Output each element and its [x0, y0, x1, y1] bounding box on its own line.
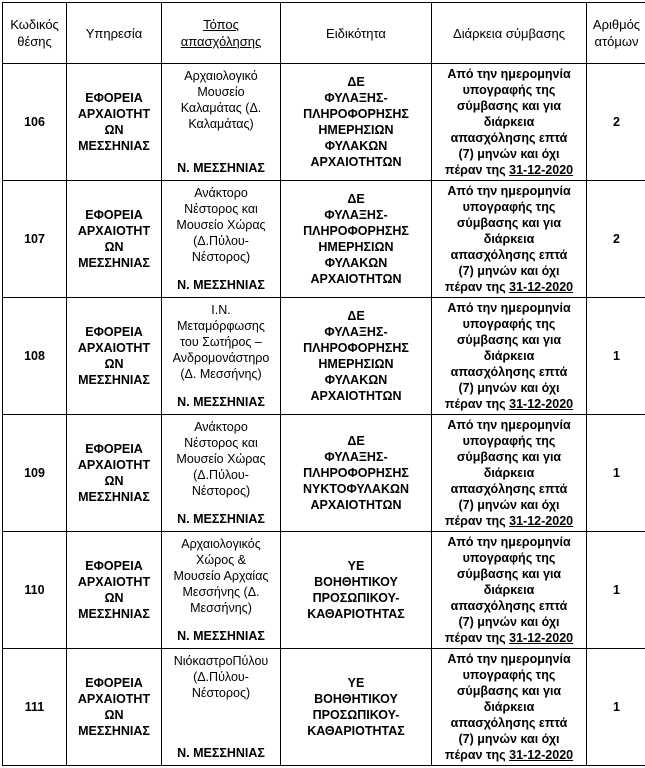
- place-line: Μεσσήνης): [190, 601, 252, 615]
- service-line: ΩΝ: [104, 240, 124, 254]
- specialty-line: ΑΡΧΑΙΟΤΗΤΩΝ: [310, 272, 402, 286]
- end-date: 31-12-2020: [509, 280, 574, 294]
- header-duration: Διάρκεια σύμβασης: [432, 3, 587, 64]
- place-line: ΝιόκαστροΠύλου: [173, 654, 269, 668]
- duration-cell: [432, 64, 587, 181]
- duration-line: διάρκεια: [483, 466, 535, 480]
- place-line: Ι.Ν.: [211, 303, 231, 317]
- service-line: ΩΝ: [104, 708, 124, 722]
- specialty-line: ΠΛΗΡΟΦΟΡΗΣΗΣ: [303, 224, 409, 238]
- specialty-line: ΦΥΛΑΞΗΣ-: [324, 325, 388, 339]
- duration-line: απασχόλησης επτά: [450, 716, 568, 730]
- header-specialty: Ειδικότητα: [281, 3, 432, 64]
- table-row: [3, 181, 645, 298]
- position-code: 110: [3, 532, 67, 649]
- service-line: ΜΕΣΣΗΝΙΑΣ: [78, 607, 150, 621]
- place-line: (Δ.Πύλου-: [193, 234, 249, 248]
- persons-count: 1: [587, 532, 645, 649]
- specialty-cell: [281, 64, 432, 181]
- service-line: ΑΡΧΑΙΟΤΗΤ: [77, 341, 151, 355]
- specialty-line: ΦΥΛΑΚΩΝ: [324, 139, 388, 153]
- specialty-line: ΔΕ: [347, 434, 365, 448]
- prefecture-label: Ν. ΜΕΣΣΗΝΙΑΣ: [177, 278, 265, 292]
- specialty-line: ΥΕ: [347, 676, 365, 690]
- position-code: 106: [3, 64, 67, 181]
- duration-cell: [432, 649, 587, 766]
- duration-cell: [432, 298, 587, 415]
- place-line: Αρχαιολογικός: [181, 537, 261, 551]
- place-cell: [162, 415, 281, 532]
- table-row: [3, 64, 645, 181]
- service-cell: [67, 532, 162, 649]
- place-line: Νέστορος και: [184, 436, 258, 450]
- place-line: Μεταμόρφωσης: [177, 319, 265, 333]
- service-line: ΑΡΧΑΙΟΤΗΤ: [77, 107, 151, 121]
- position-code: 111: [3, 649, 67, 766]
- specialty-line: ΥΕ: [347, 559, 365, 573]
- persons-count: 1: [587, 415, 645, 532]
- service-cell: [67, 181, 162, 298]
- duration-line: Από την ημερομηνία: [447, 301, 571, 315]
- place-line: (Δ. Μεσσήνης): [180, 367, 262, 381]
- specialty-line: ΦΥΛΑΚΩΝ: [324, 373, 388, 387]
- place-cell: [162, 181, 281, 298]
- prefecture-label: Ν. ΜΕΣΣΗΝΙΑΣ: [177, 629, 265, 643]
- duration-line: Από την ημερομηνία: [447, 652, 571, 666]
- duration-line: διάρκεια: [483, 349, 535, 363]
- duration-line: σύμβασης και για: [456, 684, 562, 698]
- service-line: ΩΝ: [104, 474, 124, 488]
- duration-line: (7) μηνών και όχι: [458, 498, 560, 512]
- service-cell: [67, 298, 162, 415]
- duration-line: σύμβασης και για: [456, 567, 562, 581]
- specialty-line: ΦΥΛΑΞΗΣ-: [324, 450, 388, 464]
- service-line: ΑΡΧΑΙΟΤΗΤ: [77, 692, 151, 706]
- place-cell: [162, 532, 281, 649]
- persons-count: 2: [587, 181, 645, 298]
- specialty-cell: [281, 181, 432, 298]
- duration-line: υπογραφής της: [462, 317, 556, 331]
- table-row: [3, 298, 645, 415]
- duration-line: υπογραφής της: [462, 83, 556, 97]
- specialty-cell: [281, 649, 432, 766]
- place-line: Μουσείο Χώρας: [176, 452, 266, 466]
- place-line: Νέστορος): [191, 686, 251, 700]
- service-line: ΑΡΧΑΙΟΤΗΤ: [77, 458, 151, 472]
- place-line: Ανδρομονάστηρο: [172, 351, 270, 365]
- specialty-line: ΝΥΚΤΟΦΥΛΑΚΩΝ: [302, 482, 410, 496]
- positions-table: [2, 2, 645, 766]
- service-cell: [67, 415, 162, 532]
- service-line: ΩΝ: [104, 591, 124, 605]
- duration-line: (7) μηνών και όχι: [458, 381, 560, 395]
- service-line: ΑΡΧΑΙΟΤΗΤ: [77, 575, 151, 589]
- duration-cell: [432, 415, 587, 532]
- end-date: 31-12-2020: [509, 397, 574, 411]
- duration-line: διάρκεια: [483, 232, 535, 246]
- service-line: ΜΕΣΣΗΝΙΑΣ: [78, 373, 150, 387]
- place-line: Νέστορος): [191, 484, 251, 498]
- duration-end-line: πέραν της 31-12-2020: [444, 748, 574, 762]
- duration-line: απασχόλησης επτά: [450, 131, 568, 145]
- persons-count: 1: [587, 649, 645, 766]
- duration-line: απασχόλησης επτά: [450, 599, 568, 613]
- service-line: ΩΝ: [104, 123, 124, 137]
- place-line: Καλαμάτας (Δ.: [180, 101, 262, 115]
- place-cell: [162, 298, 281, 415]
- place-line: (Δ.Πύλου-: [193, 468, 249, 482]
- duration-line: σύμβασης και για: [456, 99, 562, 113]
- position-code: 107: [3, 181, 67, 298]
- service-line: ΕΦΟΡΕΙΑ: [85, 208, 143, 222]
- prefecture-label: Ν. ΜΕΣΣΗΝΙΑΣ: [177, 395, 265, 409]
- specialty-line: ΗΜΕΡΗΣΙΩΝ: [318, 240, 394, 254]
- place-line: Καλαμάτας): [188, 117, 254, 131]
- place-line: Χώρος &: [196, 553, 246, 567]
- specialty-line: ΠΡΟΣΩΠΙΚΟΥ-: [312, 591, 400, 605]
- header-code: Κωδικός θέσης: [3, 3, 67, 64]
- specialty-cell: [281, 532, 432, 649]
- specialty-line: ΠΛΗΡΟΦΟΡΗΣΗΣ: [303, 107, 409, 121]
- duration-line: διάρκεια: [483, 583, 535, 597]
- place-line: Νέστορος): [191, 250, 251, 264]
- service-line: ΜΕΣΣΗΝΙΑΣ: [78, 490, 150, 504]
- duration-line: υπογραφής της: [462, 200, 556, 214]
- specialty-line: ΠΡΟΣΩΠΙΚΟΥ-: [312, 708, 400, 722]
- duration-line: (7) μηνών και όχι: [458, 732, 560, 746]
- end-date: 31-12-2020: [509, 631, 574, 645]
- position-code: 109: [3, 415, 67, 532]
- end-date: 31-12-2020: [509, 163, 574, 177]
- prefecture-label: Ν. ΜΕΣΣΗΝΙΑΣ: [177, 161, 265, 175]
- header-place: Τόπος απασχόλησης: [162, 3, 281, 64]
- service-line: ΜΕΣΣΗΝΙΑΣ: [78, 256, 150, 270]
- duration-line: απασχόλησης επτά: [450, 248, 568, 262]
- duration-line: διάρκεια: [483, 115, 535, 129]
- duration-end-line: πέραν της 31-12-2020: [444, 280, 574, 294]
- duration-line: Από την ημερομηνία: [447, 535, 571, 549]
- header-row: [3, 3, 645, 64]
- duration-end-line: πέραν της 31-12-2020: [444, 631, 574, 645]
- specialty-line: ΑΡΧΑΙΟΤΗΤΩΝ: [310, 498, 402, 512]
- specialty-line: ΠΛΗΡΟΦΟΡΗΣΗΣ: [303, 341, 409, 355]
- duration-line: Από την ημερομηνία: [447, 67, 571, 81]
- duration-line: (7) μηνών και όχι: [458, 147, 560, 161]
- specialty-cell: [281, 415, 432, 532]
- service-line: ΕΦΟΡΕΙΑ: [85, 91, 143, 105]
- table-body: [3, 64, 645, 766]
- place-line: Μεσσήνης (Δ.: [182, 585, 260, 599]
- service-line: ΩΝ: [104, 357, 124, 371]
- duration-line: (7) μηνών και όχι: [458, 615, 560, 629]
- service-line: ΜΕΣΣΗΝΙΑΣ: [78, 139, 150, 153]
- duration-line: υπογραφής της: [462, 668, 556, 682]
- service-line: ΕΦΟΡΕΙΑ: [85, 325, 143, 339]
- persons-count: 2: [587, 64, 645, 181]
- prefecture-label: Ν. ΜΕΣΣΗΝΙΑΣ: [177, 512, 265, 526]
- duration-line: διάρκεια: [483, 700, 535, 714]
- specialty-line: ΚΑΘΑΡΙΟΤΗΤΑΣ: [307, 607, 405, 621]
- specialty-cell: [281, 298, 432, 415]
- specialty-line: ΔΕ: [347, 75, 365, 89]
- place-cell: [162, 64, 281, 181]
- service-line: ΕΦΟΡΕΙΑ: [85, 559, 143, 573]
- place-line: Μουσείο Χώρας: [176, 218, 266, 232]
- header-service: Υπηρεσία: [67, 3, 162, 64]
- specialty-line: ΒΟΗΘΗΤΙΚΟΥ: [314, 575, 398, 589]
- duration-line: σύμβασης και για: [456, 333, 562, 347]
- service-line: ΕΦΟΡΕΙΑ: [85, 442, 143, 456]
- position-code: 108: [3, 298, 67, 415]
- specialty-line: ΑΡΧΑΙΟΤΗΤΩΝ: [310, 155, 402, 169]
- place-line: Αρχαιολογικό: [184, 69, 258, 83]
- specialty-line: ΒΟΗΘΗΤΙΚΟΥ: [314, 692, 398, 706]
- duration-line: υπογραφής της: [462, 434, 556, 448]
- table-row: [3, 415, 645, 532]
- duration-end-line: πέραν της 31-12-2020: [444, 163, 574, 177]
- duration-line: απασχόλησης επτά: [450, 482, 568, 496]
- end-date: 31-12-2020: [509, 514, 574, 528]
- place-line: Μουσείο: [197, 85, 245, 99]
- duration-end-line: πέραν της 31-12-2020: [444, 514, 574, 528]
- table-row: [3, 532, 645, 649]
- specialty-line: ΦΥΛΑΞΗΣ-: [324, 208, 388, 222]
- specialty-line: ΠΛΗΡΟΦΟΡΗΣΗΣ: [303, 466, 409, 480]
- specialty-line: ΦΥΛΑΞΗΣ-: [324, 91, 388, 105]
- place-line: Νέστορος και: [184, 202, 258, 216]
- duration-line: υπογραφής της: [462, 551, 556, 565]
- specialty-line: ΑΡΧΑΙΟΤΗΤΩΝ: [310, 389, 402, 403]
- service-line: ΑΡΧΑΙΟΤΗΤ: [77, 224, 151, 238]
- place-line: Ανάκτορο: [194, 186, 248, 200]
- specialty-line: ΗΜΕΡΗΣΙΩΝ: [318, 123, 394, 137]
- table-row: [3, 649, 645, 766]
- place-line: (Δ.Πύλου-: [193, 670, 249, 684]
- service-cell: [67, 649, 162, 766]
- service-line: ΜΕΣΣΗΝΙΑΣ: [78, 724, 150, 738]
- duration-line: απασχόλησης επτά: [450, 365, 568, 379]
- duration-cell: [432, 532, 587, 649]
- header-persons: Αριθμός ατόμων: [587, 3, 645, 64]
- place-line: Ανάκτορο: [194, 420, 248, 434]
- duration-line: Από την ημερομηνία: [447, 184, 571, 198]
- end-date: 31-12-2020: [509, 748, 574, 762]
- persons-count: 1: [587, 298, 645, 415]
- place-line: Μουσείο Αρχαίας: [173, 569, 269, 583]
- duration-end-line: πέραν της 31-12-2020: [444, 397, 574, 411]
- prefecture-label: Ν. ΜΕΣΣΗΝΙΑΣ: [177, 746, 265, 760]
- duration-line: σύμβασης και για: [456, 216, 562, 230]
- specialty-line: ΗΜΕΡΗΣΙΩΝ: [318, 357, 394, 371]
- place-line: του Σωτήρος –: [180, 335, 262, 349]
- specialty-line: ΦΥΛΑΚΩΝ: [324, 256, 388, 270]
- specialty-line: ΚΑΘΑΡΙΟΤΗΤΑΣ: [307, 724, 405, 738]
- service-line: ΕΦΟΡΕΙΑ: [85, 676, 143, 690]
- specialty-line: ΔΕ: [347, 309, 365, 323]
- specialty-line: ΔΕ: [347, 192, 365, 206]
- duration-line: Από την ημερομηνία: [447, 418, 571, 432]
- place-cell: [162, 649, 281, 766]
- duration-line: (7) μηνών και όχι: [458, 264, 560, 278]
- service-cell: [67, 64, 162, 181]
- duration-cell: [432, 181, 587, 298]
- duration-line: σύμβασης και για: [456, 450, 562, 464]
